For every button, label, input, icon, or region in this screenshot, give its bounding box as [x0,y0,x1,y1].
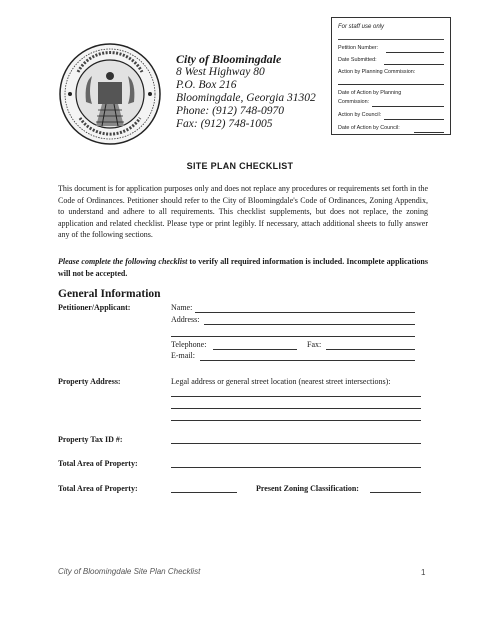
legal-address-field-2[interactable] [171,408,421,409]
phone-number: Phone: (912) 748-0970 [176,105,284,117]
zoning-label: Present Zoning Classification: [256,484,359,493]
fax-number: Fax: (912) 748-1005 [176,118,273,130]
intro-paragraph: This document is for application purposes only and does not replace any procedures or requirements set forth in the Code of Ordinances. Petitioner should refer to the City of Bloomingdale's Code of Ordinances, Zoning Appendix, to understand and adhere to all requirements. This checklist supplements, but does not replace, the zoning application and related checklist. Please type or print legibly. If necessary, attach additional sheets to fully answer any of the following sections. [58,184,428,239]
legal-address-label: Legal address or general street location (nearest street intersections): [171,377,391,386]
date-action-council-label: Date of Action by Council: [338,125,400,131]
date-submitted-line[interactable] [384,64,444,65]
total-area-label: Total Area of Property: [58,459,138,468]
city-name: City of Bloomingdale [176,52,282,66]
date-action-council-line[interactable] [414,132,444,133]
total-area-label-2: Total Area of Property: [58,484,138,493]
date-action-planning-line[interactable] [372,106,444,107]
total-area-field[interactable] [171,467,421,468]
tax-id-field[interactable] [171,443,421,444]
action-planning-line[interactable] [338,84,444,85]
staff-box-divider [338,39,444,41]
fax-field[interactable] [326,349,415,350]
petition-number-line[interactable] [386,52,444,53]
notice-italic-text: Please complete the following checklist [58,257,188,266]
staff-use-box [331,17,451,135]
fax-label: Fax: [307,340,322,349]
page-number: 1 [421,568,426,577]
email-field[interactable] [200,360,415,361]
notice-text: to verify all required information is included. Incomplete applications will not be accepted. [58,257,428,278]
telephone-field[interactable] [213,349,297,350]
address-label: Address: [171,315,200,324]
address-line-2: P.O. Box 216 [176,79,237,91]
section-heading-general-information: General Information [58,288,161,300]
address-line-3: Bloomingdale, Georgia 31302 [176,92,316,104]
city-seal-logo [58,42,162,146]
address-line-1: 8 West Highway 80 [176,66,265,78]
date-action-planning-label-2: Commission: [338,99,370,105]
name-field[interactable] [195,312,415,313]
date-submitted-label: Date Submitted: [338,57,377,63]
staff-box-caption: For staff use only [338,24,385,30]
petition-number-label: Petition Number: [338,45,379,51]
zoning-field[interactable] [370,492,421,493]
action-council-line[interactable] [384,119,444,120]
action-planning-label: Action by Planning Commission: [338,69,416,75]
email-label: E-mail: [171,351,195,360]
telephone-label: Telephone: [171,340,207,349]
city-address-block [176,53,316,131]
page-title: SITE PLAN CHECKLIST [186,161,294,171]
address-field[interactable] [204,324,415,325]
petitioner-label: Petitioner/Applicant: [58,303,131,312]
footer-text: City of Bloomingdale Site Plan Checklist [58,567,201,576]
notice-paragraph [58,256,428,279]
property-address-label: Property Address: [58,377,121,386]
name-label: Name: [171,303,193,312]
action-council-label: Action by Council: [338,112,382,118]
legal-address-field-3[interactable] [171,420,421,421]
legal-address-field-1[interactable] [171,396,421,397]
date-action-planning-label-1: Date of Action by Planning [338,90,402,96]
total-area-field-2[interactable] [171,492,237,493]
address-field-line-2[interactable] [171,336,415,337]
tax-id-label: Property Tax ID #: [58,435,123,444]
